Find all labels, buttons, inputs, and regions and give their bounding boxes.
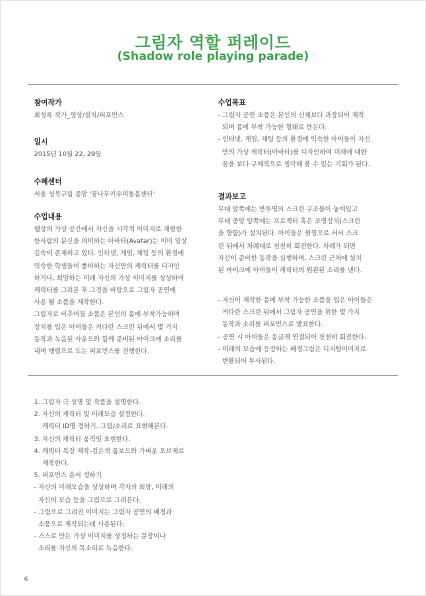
- step-item: 캐릭터 ID명 정하기, 그림/소리로 표현해본다.: [34, 422, 169, 431]
- result-text: [218, 203, 362, 276]
- content-line: 그림자로 비추어질 소품은 본인의 몸에 부착가능하며: [34, 310, 180, 319]
- steps-list: [34, 396, 184, 555]
- top-divider: [28, 84, 398, 85]
- result-line: 무대 앞쪽에는 반투명의 스크린 구조물이 놓여있고: [218, 205, 358, 213]
- step-item: 3. 자신의 캐릭터 움직임 표현한다.: [34, 434, 131, 443]
- content-line: 익숙한 학생들이 좋아하는 자신만의 캐릭터를 디자인: [34, 261, 180, 270]
- step-item: 제작한다.: [34, 459, 69, 468]
- middle-divider: [28, 375, 398, 376]
- goals-line: - 인터넷, 게임, 채팅 등의 환경에 익숙한 아이들이 자신: [218, 135, 371, 144]
- content-line: 웹상의 가상 공간에서 자신을 시각적 이미지로 재현한: [34, 225, 183, 233]
- goals-line: - 그림자 공연 소품은 본인의 신체보다 과장되어 제작: [218, 111, 365, 119]
- goals-title: 수업목표: [218, 98, 246, 107]
- venue-title: 수혜센터: [34, 177, 62, 186]
- content-line: 깊숙이 존재하고 있다. 인터넷, 게임, 채팅 등의 환경에: [34, 249, 184, 258]
- result-bullet: 변환되어 투사된다.: [218, 357, 276, 366]
- step-item: 소품으로 제작되는데 사용된다.: [34, 520, 125, 529]
- content-line: 한사람의 분신을 의미하는 아바타(Avatar)는 이미 일상: [34, 237, 188, 246]
- result-title: 결과보고: [218, 192, 246, 201]
- result-line: 무대 중앙 앞쪽에는 프로젝터 혹은 조명장치(스크린: [218, 217, 361, 226]
- page-number: 6: [24, 575, 29, 583]
- result-bullet: - 공연 시 아이들은 동글게 연결되어 천천히 회전한다.: [218, 332, 367, 341]
- date-text: [34, 148, 101, 160]
- participants-line: 최성록 작가_영상/설치/퍼포먼스: [34, 111, 124, 119]
- result-line: 자신이 준비한 동작을 실행하며, 스크린 근처에 설치: [218, 253, 362, 262]
- result-bullet: - 미래의 모습에 등장하는 배경그림은 디지털이미지로: [218, 344, 367, 353]
- result-bullet: - 자신이 제작한 몸에 부착 가능한 소품을 입은 아이들은: [218, 296, 373, 304]
- step-item: 1. 그림자 극 설명 및 작품을 설명한다.: [34, 398, 141, 406]
- goals-line: 꿈을 보다 구체적으로 생각해 볼 수 있는 기회가 된다.: [218, 159, 370, 168]
- step-item: 소리를 자신의 목소리로 녹음한다.: [34, 544, 133, 553]
- content-line: 동작과 녹음된 사운드와 함께 준비된 마이크에 소리를: [34, 334, 183, 343]
- venue-line: 서울 성북구립 종암 '꿈나무키우미돌봄센터': [34, 190, 155, 198]
- date-line: 2015년 10월 22, 29일: [34, 150, 102, 158]
- page-subtitle: (Shadow role playing parade): [117, 49, 309, 63]
- content-title: 수업내용: [34, 212, 62, 221]
- content-line: 캐릭터를 그려본 후 그것을 바탕으로 그림자 공연에: [34, 286, 176, 295]
- step-item: 5. 퍼포먼스 순서 정하기: [34, 471, 102, 480]
- goals-text: [218, 109, 370, 170]
- participants-text: [34, 109, 124, 121]
- step-item: 4. 캐릭터 복장 제작-검은색 폼보드와 가벼운 오브제로: [34, 446, 185, 455]
- step-item: - 자신의 미래모습을 상상하며 각자의 희망, 미래의: [34, 483, 174, 492]
- content-line: 사용 될 소품을 제작한다.: [34, 298, 104, 307]
- step-item: 2. 자신의 캐릭터 및 미래모습 설정한다.: [34, 410, 145, 419]
- page-title: 그림자 역할 퍼레이드: [135, 33, 291, 52]
- result-bullets: [218, 294, 372, 367]
- step-item: 자신의 모습 등을 그림으로 그려본다.: [34, 495, 141, 504]
- content-line: 장치를 입은 아이들은 커다란 스크린 뒤에서 몇 가지: [34, 322, 178, 331]
- result-line: 을 향함)가 설치된다. 아이들은 원형으로 서서 스크: [218, 229, 359, 238]
- participants-title: 참여작가: [34, 98, 62, 107]
- content-line: 내며 행렬으로 도는 퍼포먼스를 진행한다.: [34, 347, 150, 356]
- step-item: - 그림으로 그려진 이미지는 그림자 공연의 배경과: [34, 507, 172, 516]
- result-line: 린 뒤에서 차례대로 천천히 회전한다. 차례가 되면: [218, 241, 356, 250]
- date-title: 일시: [34, 137, 48, 146]
- goals-line: 되며 몸에 부착 가능한 형태로 만든다.: [218, 123, 327, 132]
- result-bullet: 커다란 스크린 뒤에서 그림자 공연을 위한 몇 가지: [218, 308, 360, 317]
- result-bullet: 동작과 소리를 퍼포먼스로 발표한다.: [218, 320, 323, 329]
- content-line: 하거나, 희망하는 미래 자신의 가상 이미지를 상상하여: [34, 273, 185, 282]
- venue-text: [34, 188, 155, 200]
- goals-line: 만의 가상 캐릭터(아바타)를 디자인하여 미래에 대한: [218, 147, 367, 156]
- result-line: 된 마이크에 아이들이 캐릭터의 원관된 소리를 낸다.: [218, 266, 362, 275]
- content-text: [34, 223, 187, 357]
- step-item: - 스스로 만든 가상 이미지를 상징하는 문장이나: [34, 532, 166, 541]
